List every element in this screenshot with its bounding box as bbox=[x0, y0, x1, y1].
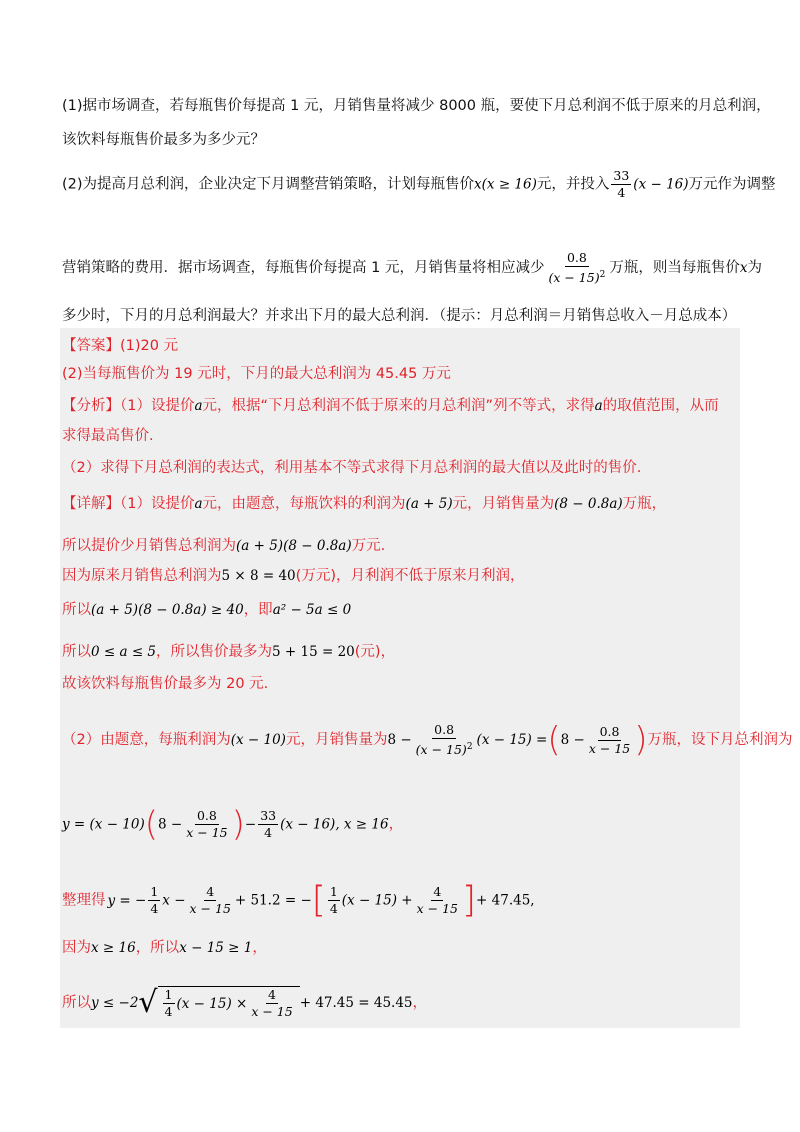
numerator: 33 bbox=[613, 168, 630, 183]
detail-text: 所以提价少月销售总利润为 bbox=[62, 538, 236, 554]
radicand bbox=[158, 986, 300, 1020]
numerator: 1 bbox=[150, 884, 159, 899]
denominator: 4 bbox=[264, 825, 273, 840]
var-a: a bbox=[594, 398, 603, 414]
denominator: 4 bbox=[164, 1004, 173, 1019]
detail-text: 所以 bbox=[62, 602, 91, 618]
denominator bbox=[546, 267, 607, 286]
detail-text: ，所以售价最多为 bbox=[156, 644, 273, 660]
detail-text: 整理得 bbox=[62, 892, 106, 909]
detail-line-6: 故该饮料每瓶售价最多为 20 元. bbox=[62, 676, 269, 692]
answer-label: 【答案】 bbox=[62, 338, 120, 354]
math-expr: (8 − 0.8a) bbox=[554, 496, 623, 512]
problem-text: 为 bbox=[747, 260, 762, 277]
bracket-open: [ bbox=[311, 879, 326, 921]
math-expr: 8 − bbox=[560, 732, 585, 749]
detail-text: 所以 bbox=[62, 644, 91, 660]
math-expr: (x − 16), x ≥ 16 bbox=[280, 816, 389, 833]
fraction-33-4 bbox=[611, 168, 631, 201]
math-expr: − bbox=[135, 892, 147, 909]
price-var: x(x ≥ 16) bbox=[474, 176, 537, 193]
math-expr: 5 + 15 = 20 bbox=[272, 644, 355, 660]
detail-text: （2）由题意，每瓶利润为 bbox=[62, 732, 231, 749]
detail-text: 因为原来月销售总利润为 bbox=[62, 568, 222, 584]
detail-text: ，所以 bbox=[135, 940, 180, 956]
fraction-decrease bbox=[546, 250, 607, 286]
analysis-line-3: （2）求得下月总利润的表达式，利用基本不等式求得下月总利润的最大值以及此时的售价. bbox=[62, 460, 642, 476]
math-expr: (x − 10) bbox=[230, 732, 286, 749]
numerator: 4 bbox=[206, 884, 215, 899]
math-expr: (x − 16) bbox=[633, 176, 689, 193]
denominator: 4 bbox=[329, 901, 338, 916]
problem-text: (2)为提高月总利润，企业决定下月调整营销策略，计划每瓶售价 bbox=[62, 176, 475, 193]
fraction-1-4 bbox=[148, 884, 160, 917]
bracket-close: ] bbox=[462, 879, 477, 921]
fraction-sales-2 bbox=[587, 724, 632, 757]
detail-line-4 bbox=[62, 600, 351, 620]
answer-1: (1)20 元 bbox=[120, 338, 179, 354]
numerator: 0.8 bbox=[196, 808, 217, 823]
problem-text: 万元作为调整 bbox=[688, 176, 776, 193]
analysis-text: 元，根据“下月总利润不低于原来的月总利润”列不等式，求得 bbox=[202, 398, 595, 414]
paren-close: ) bbox=[231, 804, 245, 845]
math-expr: y = (x − 10) bbox=[62, 816, 145, 833]
detail-line-2 bbox=[62, 536, 385, 556]
fraction-4 bbox=[249, 987, 294, 1020]
analysis-text: （1）设提价 bbox=[120, 398, 195, 414]
exponent: 2 bbox=[599, 270, 606, 280]
denominator: x − 15 bbox=[588, 740, 631, 756]
analysis-line-2: 求得最高售价. bbox=[62, 428, 154, 444]
numerator: 0.8 bbox=[599, 723, 620, 739]
analysis-label: 【分析】 bbox=[62, 398, 120, 414]
problem-line-4 bbox=[62, 250, 762, 286]
denominator: 4 bbox=[617, 185, 626, 200]
detail-text: 万元. bbox=[351, 538, 386, 554]
denominator: 4 bbox=[150, 901, 159, 916]
math-expr: x − bbox=[162, 892, 186, 909]
fraction-33-4 bbox=[258, 808, 278, 841]
detail-text: ， bbox=[252, 940, 267, 956]
paren-close: ) bbox=[634, 720, 648, 761]
math-expr: + 47.45, bbox=[476, 892, 535, 909]
math-expr: y ≤ −2 bbox=[91, 995, 139, 1011]
exponent: 2 bbox=[466, 742, 473, 752]
numerator: 33 bbox=[260, 808, 277, 823]
detail-line-5 bbox=[62, 642, 395, 662]
var-x: x bbox=[739, 260, 748, 277]
detail-text: 所以 bbox=[62, 995, 91, 1011]
math-expr: (a + 5)(8 − 0.8a) bbox=[236, 538, 352, 554]
numerator: 4 bbox=[268, 987, 276, 1002]
detail-text: 万瓶， bbox=[622, 496, 667, 512]
detail-text: (万元)，月利润不低于原来月利润， bbox=[295, 568, 525, 584]
fraction-4 bbox=[415, 884, 460, 917]
paren-open: ( bbox=[547, 720, 561, 761]
numerator: 4 bbox=[433, 884, 442, 899]
analysis-line-1 bbox=[62, 396, 719, 416]
answer-line-1 bbox=[62, 336, 178, 356]
detail-text: 因为 bbox=[62, 940, 91, 956]
den-expr: (x − 15) bbox=[548, 270, 600, 286]
detail-text: （1）设提价 bbox=[120, 496, 195, 512]
math-expr: + 47.45 = 45.45 bbox=[299, 995, 413, 1011]
detail-line-1 bbox=[62, 494, 666, 514]
denominator: x − 15 bbox=[416, 901, 458, 916]
detail-text: ，即 bbox=[243, 602, 273, 618]
math-expr: (x − 15) + bbox=[341, 892, 413, 909]
numerator: 1 bbox=[329, 884, 338, 899]
numerator: 0.8 bbox=[434, 722, 455, 737]
detail-text: 万瓶，设下月总利润为 bbox=[647, 732, 793, 749]
math-expr: 8 − bbox=[158, 816, 183, 833]
sqrt-expr bbox=[138, 986, 299, 1020]
fraction-4 bbox=[188, 884, 233, 917]
numerator: 0.8 bbox=[566, 250, 587, 265]
denominator: x − 15 bbox=[186, 825, 228, 840]
problem-line-3 bbox=[62, 168, 776, 201]
math-expr: 5 × 8 = 40 bbox=[221, 568, 296, 584]
detail-label: 【详解】 bbox=[62, 496, 120, 512]
analysis-text: 的取值范围，从而 bbox=[602, 398, 719, 414]
fraction bbox=[184, 808, 229, 841]
detail-line-7 bbox=[62, 720, 793, 761]
fraction-1-4 bbox=[328, 884, 340, 917]
math-expr: x ≥ 16 bbox=[91, 940, 136, 956]
math-expr: + 51.2 = − bbox=[234, 892, 312, 909]
math-expr: (x − 15) × bbox=[176, 995, 248, 1012]
denominator bbox=[414, 739, 475, 758]
math-expr: (a + 5) bbox=[405, 496, 453, 512]
punct: ， bbox=[388, 816, 404, 833]
problem-text: 营销策略的费用．据市场调查，每瓶售价每提高 1 元，月销售量将相应减少 bbox=[62, 260, 545, 277]
detail-line-9 bbox=[62, 879, 535, 921]
answer-line-2: (2)当每瓶售价为 19 元时，下月的最大总利润为 45.45 万元 bbox=[62, 366, 451, 382]
math-expr: a² − 5a ≤ 0 bbox=[272, 602, 352, 618]
math-expr: (x − 15) = bbox=[476, 732, 548, 749]
numerator: 1 bbox=[164, 987, 173, 1002]
paren-open: ( bbox=[144, 804, 159, 845]
denominator: x − 15 bbox=[189, 901, 231, 916]
detail-text: 元，由题意，每瓶饮料的利润为 bbox=[202, 496, 406, 512]
detail-text: 元，月销售量为 bbox=[285, 732, 388, 749]
detail-line-10 bbox=[62, 938, 267, 958]
detail-text: 元，月销售量为 bbox=[452, 496, 555, 512]
problem-line-1: (1)据市场调查，若每瓶售价每提高 1 元，月销售量将减少 8000 瓶，要使下月总利润不低于原来的月总利润， bbox=[62, 98, 771, 114]
math-expr: x − 15 ≥ 1 bbox=[179, 940, 253, 956]
fraction-sales bbox=[414, 722, 475, 758]
math-expr: 8 − bbox=[387, 732, 412, 749]
problem-line-5: 多少时，下月的月总利润最大？并求出下月的最大总利润．（提示：月总利润＝月销售总收入－月总成本） bbox=[62, 308, 737, 324]
detail-line-8 bbox=[62, 804, 404, 845]
problem-text: 元，并投入 bbox=[536, 176, 610, 193]
var-a: a bbox=[194, 398, 203, 414]
fraction-1-4 bbox=[163, 987, 175, 1020]
problem-line-2: 该饮料每瓶售价最多为多少元？ bbox=[62, 132, 265, 148]
radical-sign: √ bbox=[138, 985, 158, 1020]
punct: ， bbox=[412, 995, 428, 1011]
detail-line-3 bbox=[62, 566, 524, 586]
detail-line-11 bbox=[62, 986, 427, 1020]
math-expr: (a + 5)(8 − 0.8a) ≥ 40 bbox=[91, 602, 244, 618]
problem-text: 万瓶，则当每瓶售价 bbox=[609, 260, 740, 277]
den-expr: (x − 15) bbox=[415, 742, 467, 758]
math-expr: y = bbox=[107, 892, 136, 909]
math-expr: 0 ≤ a ≤ 5 bbox=[91, 644, 157, 660]
denominator: x − 15 bbox=[251, 1004, 293, 1019]
detail-text: (元)， bbox=[354, 644, 396, 660]
var-a: a bbox=[194, 496, 203, 512]
math-expr: − bbox=[244, 816, 257, 833]
